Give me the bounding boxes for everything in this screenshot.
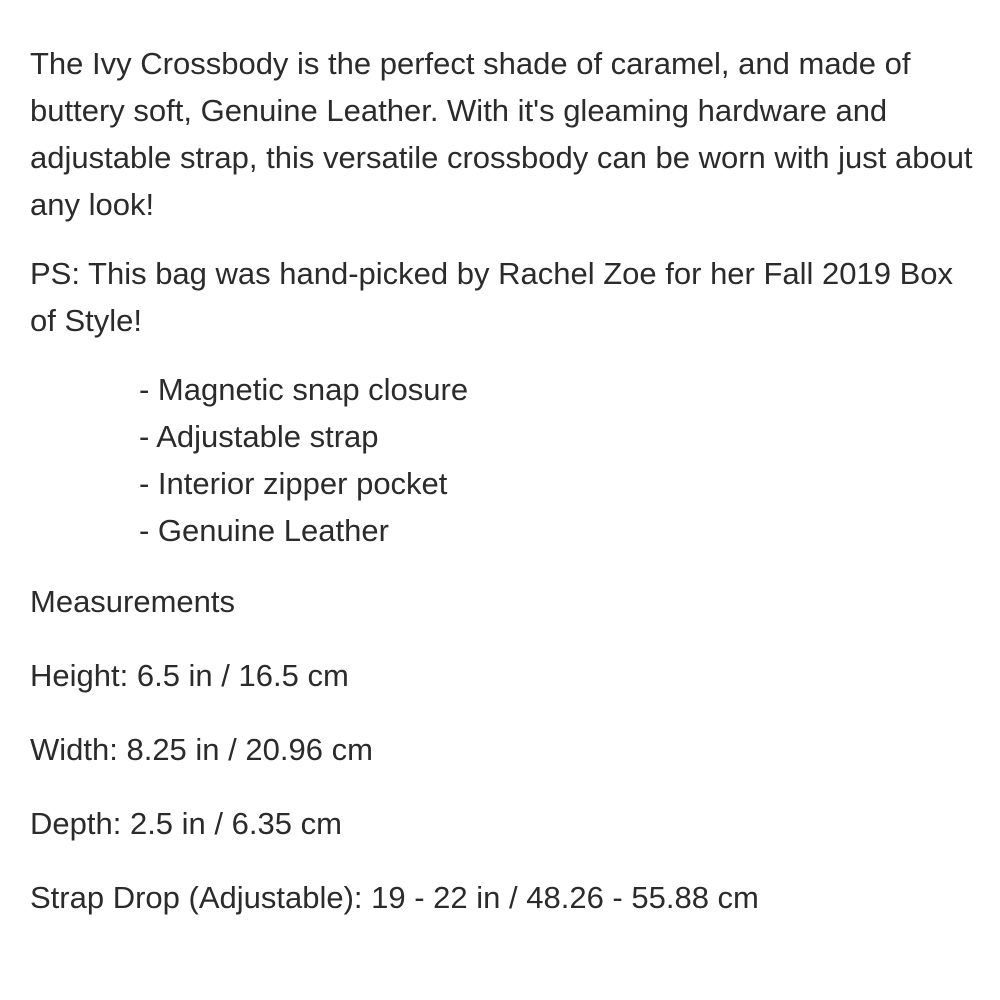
measurements-heading: Measurements	[30, 584, 236, 619]
feature-item: - Magnetic snap closure	[139, 372, 469, 407]
measurement-width: Width: 8.25 in / 20.96 cm	[30, 732, 373, 767]
feature-item: - Genuine Leather	[139, 513, 389, 548]
feature-list	[30, 366, 980, 554]
feature-item: - Interior zipper pocket	[139, 466, 448, 501]
measurement-strap-drop: Strap Drop (Adjustable): 19 - 22 in / 48.26 - 55.88 cm	[30, 880, 759, 915]
measurement-depth: Depth: 2.5 in / 6.35 cm	[30, 806, 342, 841]
measurement-height: Height: 6.5 in / 16.5 cm	[30, 658, 349, 693]
product-description	[30, 40, 980, 948]
intro-paragraph: The Ivy Crossbody is the perfect shade of caramel, and made of buttery soft, Genuine Leather. With it's gleaming hardware and adjustable strap, this versatile crossbody can be worn with just about any look!	[30, 46, 973, 222]
ps-paragraph: PS: This bag was hand-picked by Rachel Zoe for her Fall 2019 Box of Style!	[30, 256, 954, 338]
feature-item: - Adjustable strap	[139, 419, 379, 454]
